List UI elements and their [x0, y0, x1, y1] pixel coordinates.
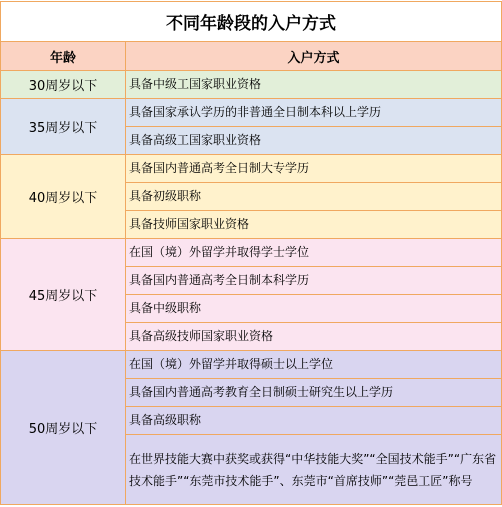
requirement-item: 具备国内普通高考全日制大专学历: [126, 155, 502, 183]
requirement-item: 具备中级职称: [126, 295, 502, 323]
table-row: [1, 99, 502, 127]
entry-requirements-table: [0, 1, 502, 505]
requirement-item: 具备高级职称: [126, 407, 502, 435]
requirement-item: 具备国内普通高考教育全日制硕士研究生以上学历: [126, 379, 502, 407]
age-group-30: 30周岁以下: [1, 71, 126, 99]
age-group-50: 50周岁以下: [1, 351, 126, 505]
table-row: [1, 155, 502, 183]
requirement-item: 在国（境）外留学并取得硕士以上学位: [126, 351, 502, 379]
requirement-item: 具备初级职称: [126, 183, 502, 211]
requirement-item: 具备高级技师国家职业资格: [126, 323, 502, 351]
age-group-35: 35周岁以下: [1, 99, 126, 155]
requirement-item: 具备技师国家职业资格: [126, 211, 502, 239]
requirement-item: 在世界技能大赛中获奖或获得“中华技能大奖”“全国技术能手”“广东省技术能手”“东莞市技术能手”、东莞市“首席技师”“莞邑工匠”称号: [126, 435, 502, 505]
requirement-item: 具备国内普通高考全日制本科学历: [126, 267, 502, 295]
age-group-40: 40周岁以下: [1, 155, 126, 239]
table-row: [1, 71, 502, 99]
header-method: 入户方式: [126, 42, 502, 71]
requirement-item: 具备高级工国家职业资格: [126, 127, 502, 155]
table-row: [1, 351, 502, 379]
table-title: 不同年龄段的入户方式: [1, 2, 502, 42]
header-age: 年龄: [1, 42, 126, 71]
table-row: [1, 239, 502, 267]
requirement-item: 在国（境）外留学并取得学士学位: [126, 239, 502, 267]
age-group-45: 45周岁以下: [1, 239, 126, 351]
requirement-item: 具备中级工国家职业资格: [126, 71, 502, 99]
requirement-item: 具备国家承认学历的非普通全日制本科以上学历: [126, 99, 502, 127]
